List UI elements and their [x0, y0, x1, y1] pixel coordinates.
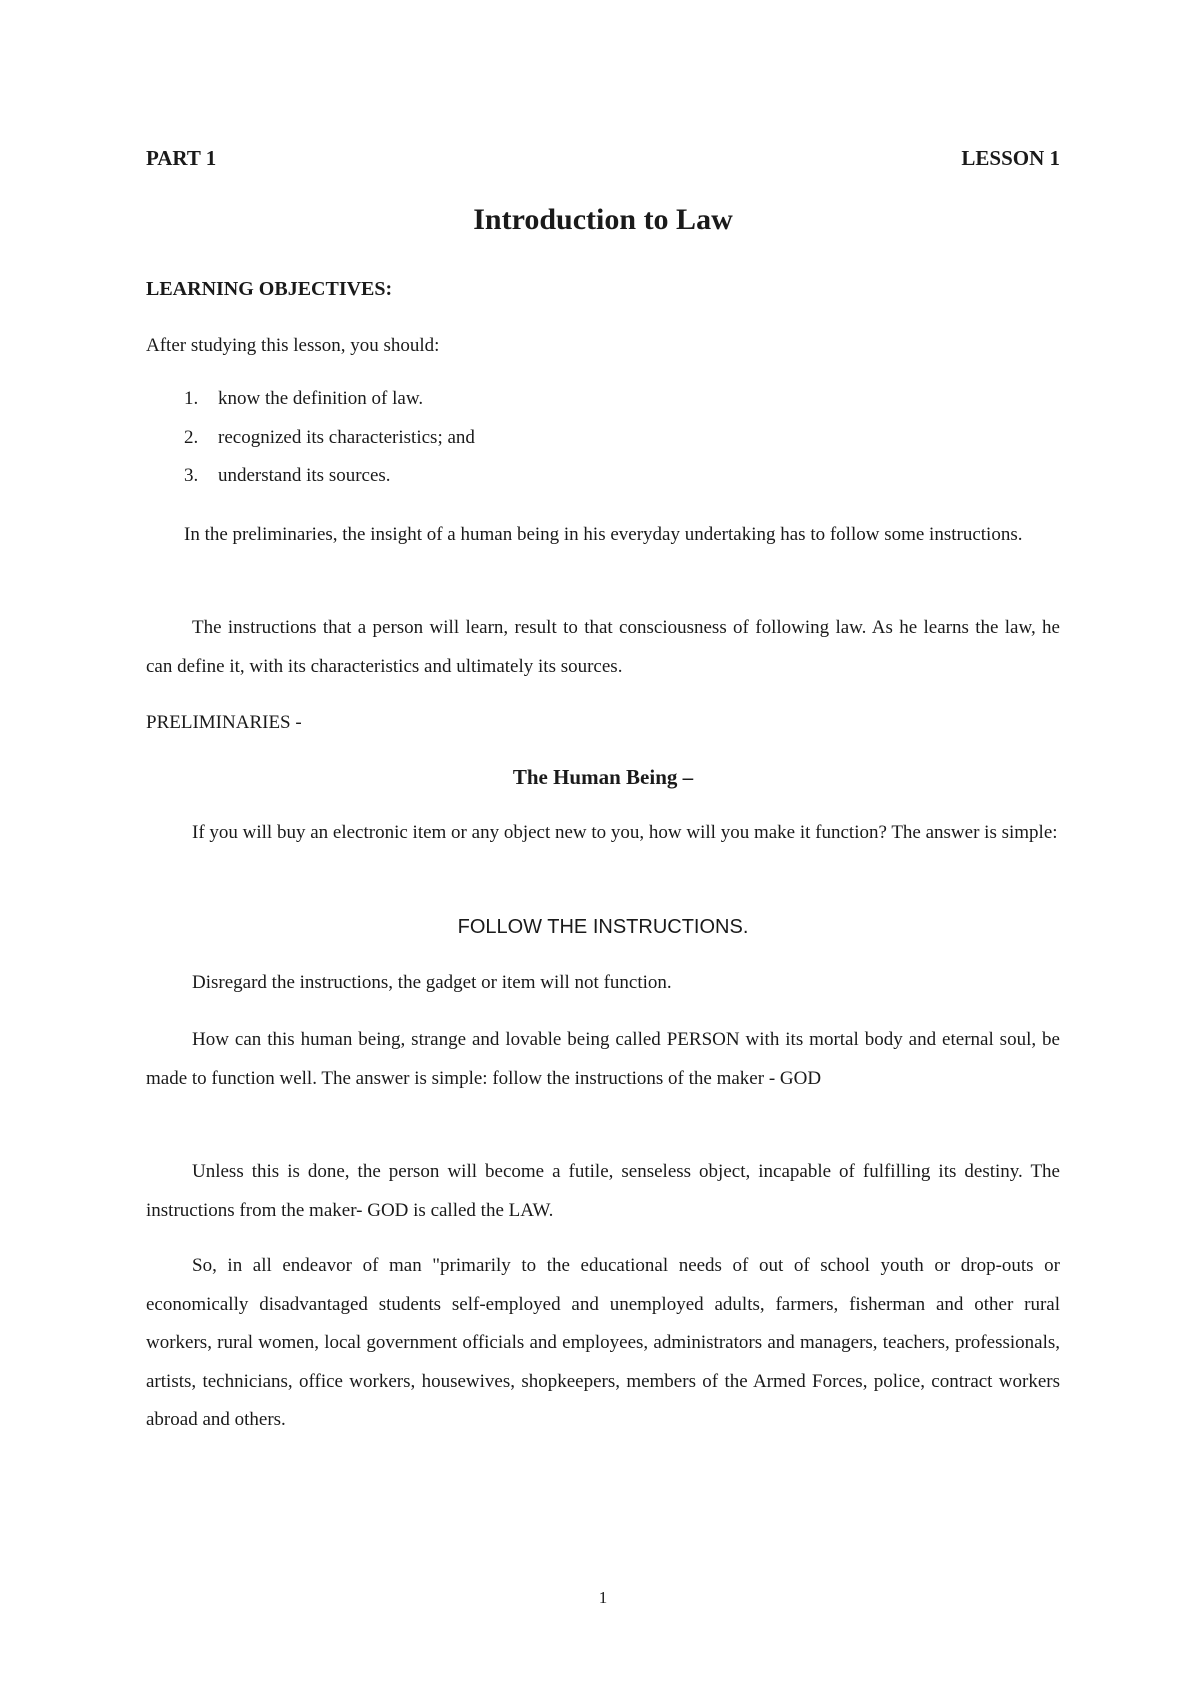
part-label: PART 1 — [146, 146, 217, 170]
page-header — [146, 146, 1060, 171]
list-item-number: 3. — [184, 465, 199, 486]
objectives-list — [146, 388, 475, 504]
list-item-text: understand its sources. — [218, 465, 391, 486]
list-item-number: 2. — [184, 426, 199, 448]
paragraph-electronic-item: If you will buy an electronic item or any object new to you, how will you make it function? The answer is simple: — [192, 822, 1058, 843]
document-page — [146, 0, 1060, 1698]
list-item-text: know the definition of law. — [218, 388, 424, 409]
lesson-label: LESSON 1 — [961, 146, 1060, 170]
preliminaries-label: PRELIMINARIES - — [146, 712, 302, 733]
list-item-number: 1. — [184, 388, 199, 409]
list-item — [146, 465, 475, 504]
objectives-intro: After studying this lesson, you should: — [146, 335, 440, 356]
document-title: Introduction to Law — [473, 203, 733, 236]
paragraph-human-being: How can this human being, strange and lovable being called PERSON with its mortal body and eternal soul, be made to function well. The answer is simple: follow the instructions of the maker - GOD — [146, 1029, 1060, 1089]
paragraph-unless: Unless this is done, the person will become a futile, senseless object, incapable of fulfilling its destiny. The instructions from the maker- GOD is called the LAW. — [146, 1161, 1060, 1221]
paragraph-disregard: Disregard the instructions, the gadget or item will not function. — [192, 972, 672, 993]
list-item — [146, 388, 475, 427]
paragraph-instructions: The instructions that a person will learn, result to that consciousness of following law. As he learns the law, he can define it, with its characteristics and ultimately its sources. — [146, 617, 1060, 677]
page-number: 1 — [598, 1588, 608, 1607]
list-item — [146, 427, 475, 466]
list-item-text: recognized its characteristics; and — [218, 426, 475, 448]
section-heading: The Human Being – — [512, 765, 694, 789]
paragraph-preliminaries-intro: In the preliminaries, the insight of a human being in his everyday undertaking has to follow some instructions. — [184, 524, 1023, 545]
objectives-heading: LEARNING OBJECTIVES: — [146, 278, 393, 300]
instruction-callout: FOLLOW THE INSTRUCTIONS. — [457, 916, 749, 938]
paragraph-endeavor: So, in all endeavor of man "primarily to the educational needs of out of school youth or drop-outs or economically disadvantaged students self-employed and unemployed adults, farmers, fisherman and other rural workers, rural women, local government officials and employees, administrators and managers, teachers, professionals, artists, technicians, office workers, housewives, shopkeepers, members of the Armed Forces, police, contract workers abroad and others. — [146, 1255, 1060, 1430]
